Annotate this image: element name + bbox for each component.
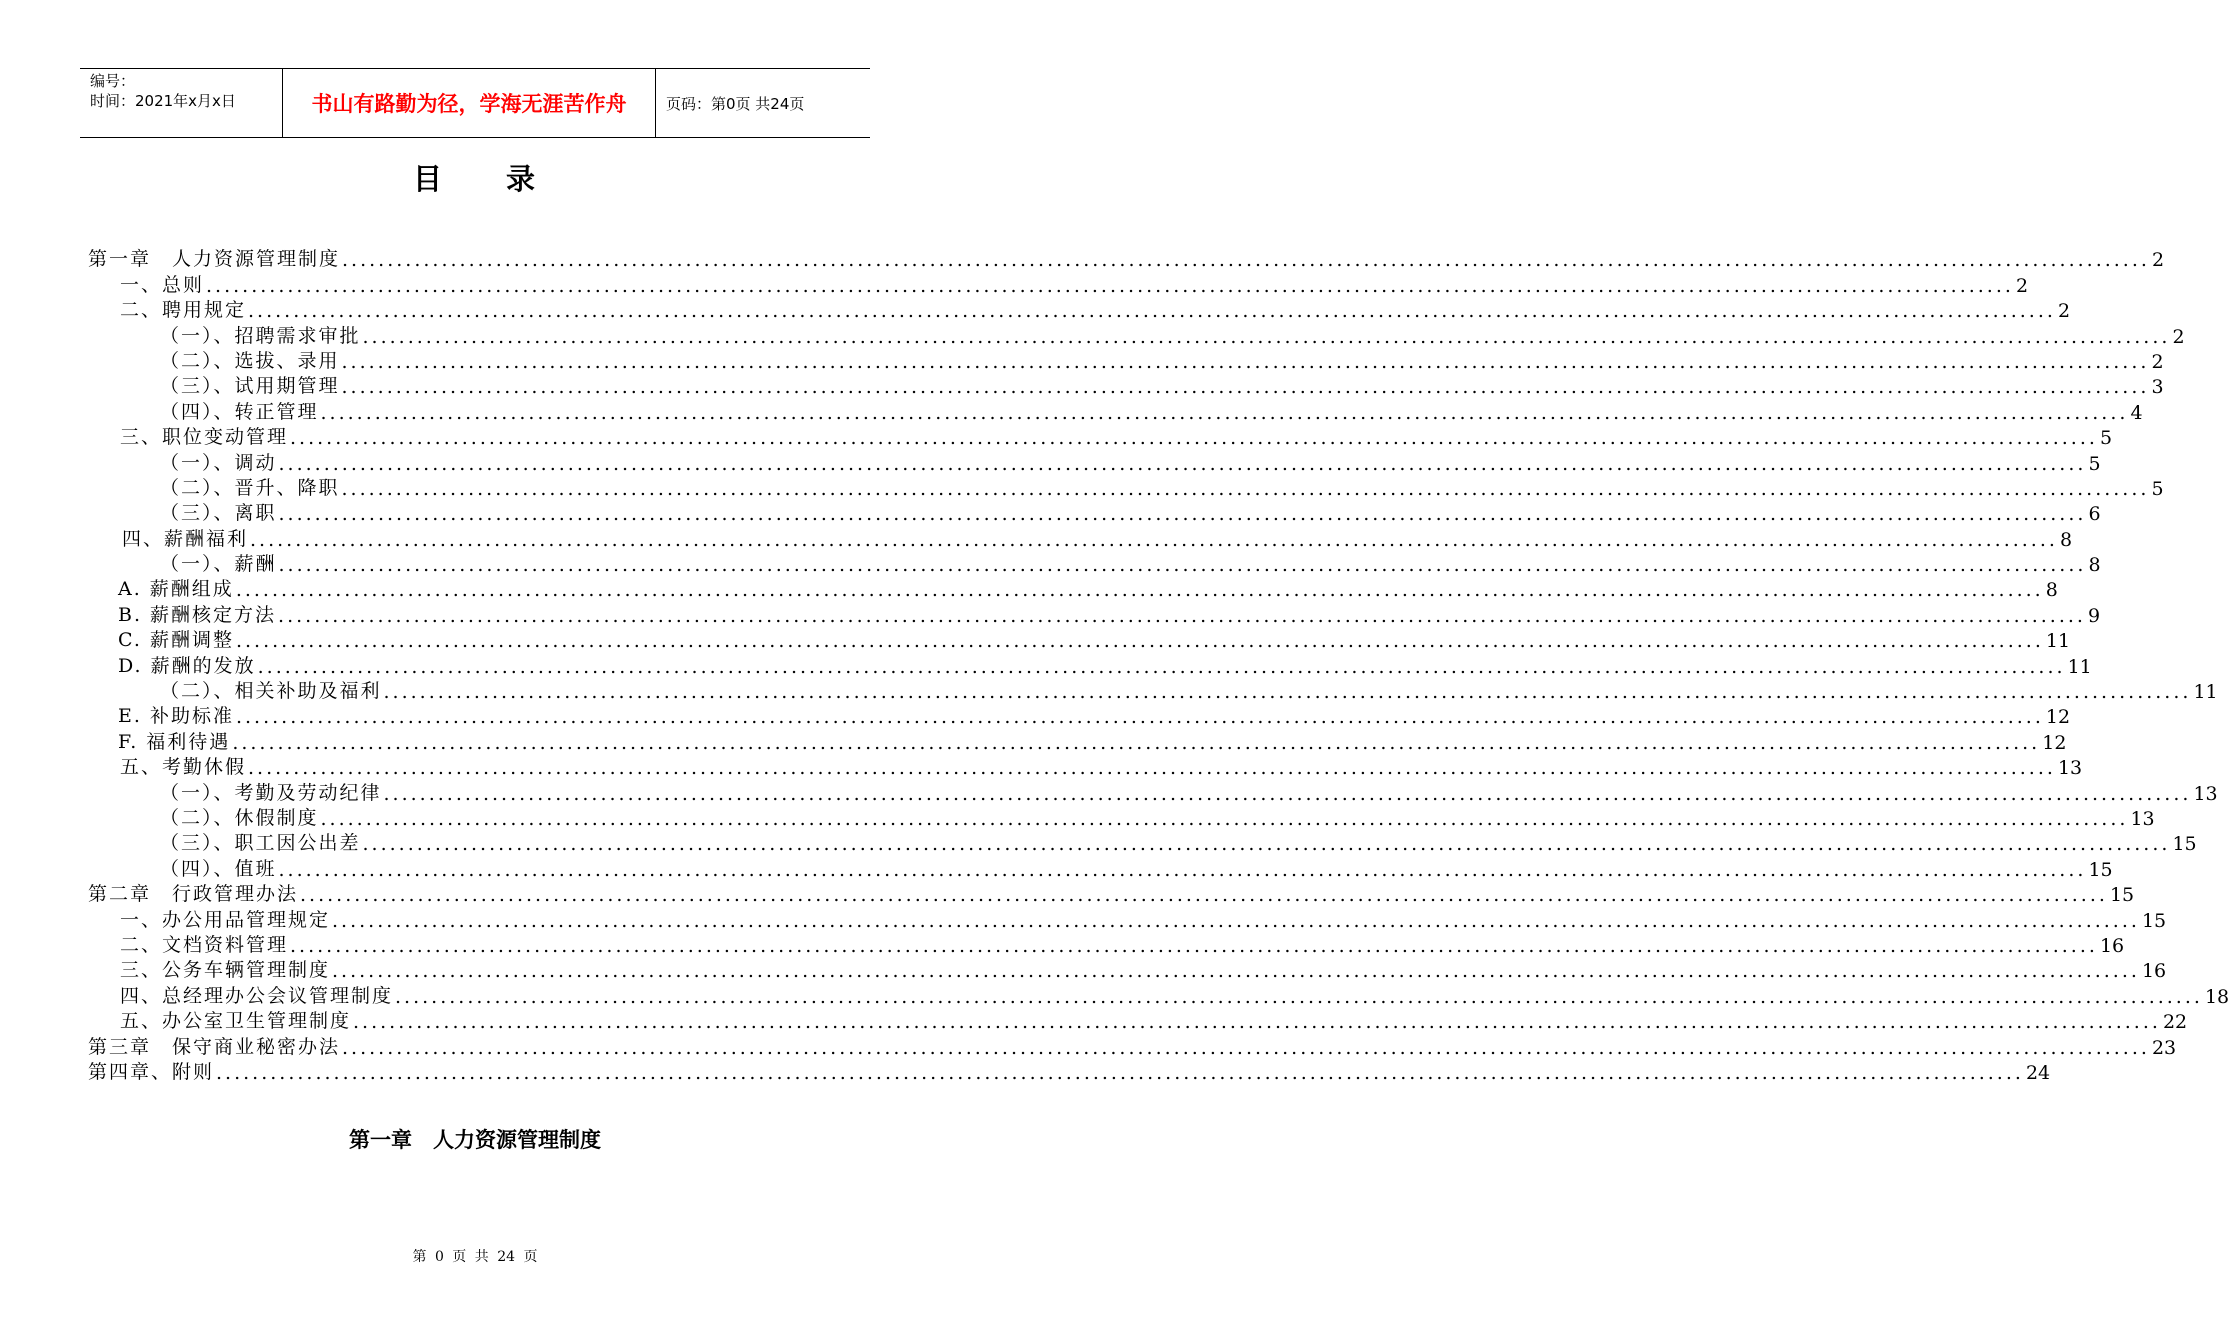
toc-leader-dots: ........................................................................................................................................................................................................ — [362, 325, 2171, 348]
toc-entry[interactable] — [88, 348, 2164, 373]
header-page-info: 页码：第0页 共24页 — [666, 94, 805, 113]
toc-entry-title: 三、职位变动管理 — [120, 426, 289, 449]
toc-entry-page: 13 — [2057, 757, 2083, 780]
toc-leader-dots: ........................................................................................................................................................................................................ — [278, 554, 2087, 577]
toc-entry-page: 13 — [2193, 782, 2218, 805]
toc-leader-dots: ........................................................................................................................................................................................................ — [248, 300, 2056, 323]
toc-leader-dots: ........................................................................................................................................................................................................ — [257, 655, 2066, 678]
toc-entry-title: 五、考勤休假 — [120, 756, 247, 779]
toc-entry[interactable] — [88, 424, 2113, 450]
toc-entry[interactable] — [88, 881, 2135, 907]
toc-leader-dots: ........................................................................................................................................................................................................ — [342, 1036, 2150, 1059]
toc-leader-dots: ........................................................................................................................................................................................................ — [395, 985, 2203, 1008]
toc-entry[interactable] — [88, 855, 2113, 881]
toc-entry[interactable] — [88, 932, 2125, 957]
toc-leader-dots: ........................................................................................................................................................................................................ — [341, 477, 2150, 500]
toc-entry[interactable] — [88, 957, 2167, 983]
toc-leader-dots: ........................................................................................................................................................................................................ — [278, 503, 2087, 526]
toc-entry-title: （四）、转正管理 — [160, 400, 319, 423]
toc-entry-page: 2 — [2151, 350, 2164, 373]
toc-entry-title: 一、办公用品管理规定 — [120, 908, 331, 931]
toc-title: 目 录 — [412, 162, 537, 196]
toc-entry[interactable] — [88, 601, 2101, 627]
toc-entry-page: 8 — [2045, 579, 2058, 602]
toc-entry-page: 15 — [2088, 858, 2113, 881]
toc-entry-page: 12 — [2042, 731, 2067, 754]
toc-entry[interactable] — [88, 805, 2155, 830]
toc-entry-page: 2 — [2172, 325, 2185, 348]
number-label: 编号： — [90, 72, 136, 90]
toc-entry-title: 二、聘用规定 — [120, 299, 247, 322]
toc-entry-page: 5 — [2099, 427, 2113, 450]
toc-leader-dots: ........................................................................................................................................................................................................ — [383, 681, 2192, 704]
toc-leader-dots: ........................................................................................................................................................................................................ — [320, 807, 2129, 830]
toc-entry-page: 9 — [2087, 604, 2101, 627]
toc-leader-dots: ........................................................................................................................................................................................................ — [353, 1011, 2161, 1034]
toc-entry-title: 第二章 行政管理办法 — [88, 883, 299, 906]
header-left-cell — [80, 69, 282, 137]
toc-entry-title: （三）、职工因公出差 — [160, 832, 361, 855]
toc-entry-title: （二）、相关补助及福利 — [160, 680, 382, 703]
toc-entry-page: 15 — [2141, 909, 2167, 932]
toc-entry-page: 22 — [2162, 1011, 2188, 1034]
toc-entry-page: 2 — [2057, 300, 2071, 323]
toc-entry[interactable] — [88, 297, 2071, 323]
toc-leader-dots: ........................................................................................................................................................................................................ — [278, 604, 2086, 627]
toc-entry-title: （四）、值班 — [160, 857, 277, 880]
toc-leader-dots: ........................................................................................................................................................................................................ — [290, 427, 2098, 450]
toc-entry[interactable] — [88, 449, 2101, 475]
toc-entry-page: 13 — [2130, 807, 2155, 830]
toc-entry[interactable] — [88, 525, 2073, 551]
toc-entry-title: （三）、试用期管理 — [160, 375, 340, 398]
toc-entry-page: 24 — [2025, 1061, 2051, 1084]
toc-entry-title: 第一章 人力资源管理制度 — [88, 248, 341, 271]
toc-entry[interactable] — [88, 500, 2101, 526]
table-of-contents — [88, 246, 2229, 1084]
toc-leader-dots: ........................................................................................................................................................................................................ — [248, 757, 2056, 780]
toc-leader-dots: ........................................................................................................................................................................................................ — [250, 528, 2058, 551]
toc-entry[interactable] — [88, 830, 2197, 856]
toc-leader-dots: ........................................................................................................................................................................................................ — [341, 376, 2150, 399]
toc-entry-title: 四、薪酬福利 — [122, 527, 249, 550]
toc-entry-page: 6 — [2088, 503, 2101, 526]
toc-entry-title: 第四章、附则 — [88, 1060, 215, 1083]
toc-entry-title: 五、办公室卫生管理制度 — [120, 1010, 352, 1033]
toc-entry-title: （二）、晋升、降职 — [160, 476, 340, 499]
toc-entry-page: 8 — [2088, 554, 2101, 577]
toc-entry[interactable] — [88, 271, 2029, 297]
toc-entry-title: 一、总则 — [120, 273, 205, 296]
toc-entry[interactable] — [88, 652, 2092, 678]
toc-leader-dots: ........................................................................................................................................................................................................ — [235, 630, 2044, 653]
toc-leader-dots: ........................................................................................................................................................................................................ — [332, 909, 2140, 932]
toc-leader-dots: ........................................................................................................................................................................................................ — [320, 401, 2129, 424]
toc-leader-dots: ........................................................................................................................................................................................................ — [278, 452, 2087, 475]
toc-entry-page: 23 — [2151, 1036, 2177, 1059]
page-header — [80, 68, 870, 138]
toc-leader-dots: ........................................................................................................................................................................................................ — [342, 249, 2150, 272]
toc-entry-page: 11 — [2045, 630, 2071, 653]
toc-entry-title: 第三章 保守商业秘密办法 — [88, 1035, 341, 1058]
toc-leader-dots: ........................................................................................................................................................................................................ — [332, 960, 2140, 983]
toc-entry-page: 18 — [2204, 985, 2229, 1008]
toc-entry-page: 3 — [2151, 376, 2164, 399]
toc-entry-title: （二）、休假制度 — [160, 806, 319, 829]
toc-leader-dots: ........................................................................................................................................................................................................ — [235, 579, 2044, 602]
toc-entry[interactable] — [88, 754, 2083, 780]
toc-entry-title: （二）、选拔、录用 — [160, 349, 340, 372]
toc-entry-page: 15 — [2109, 884, 2135, 907]
toc-entry[interactable] — [88, 246, 2165, 272]
toc-entry[interactable] — [88, 398, 2143, 424]
toc-entry[interactable] — [88, 475, 2164, 500]
toc-leader-dots: ........................................................................................................................................................................................................ — [341, 350, 2150, 373]
toc-entry-page: 12 — [2045, 706, 2071, 729]
toc-entry-page: 16 — [2099, 934, 2125, 957]
toc-entry[interactable] — [88, 1033, 2177, 1059]
toc-entry-page: 11 — [2067, 655, 2092, 678]
toc-entry-title: C. 薪酬调整 — [118, 629, 234, 652]
toc-leader-dots: ........................................................................................................................................................................................................ — [206, 274, 2014, 297]
toc-leader-dots: ........................................................................................................................................................................................................ — [278, 858, 2087, 881]
toc-entry[interactable] — [88, 551, 2101, 577]
toc-leader-dots: ........................................................................................................................................................................................................ — [383, 782, 2192, 805]
toc-entry[interactable] — [88, 703, 2071, 729]
toc-entry[interactable] — [88, 728, 2067, 754]
toc-entry-title: A. 薪酬组成 — [118, 578, 234, 601]
toc-entry-page: 11 — [2193, 681, 2218, 704]
toc-entry[interactable] — [88, 779, 2218, 805]
toc-entry-page: 8 — [2059, 528, 2073, 551]
toc-entry[interactable] — [88, 982, 2229, 1008]
toc-entry-page: 15 — [2172, 833, 2197, 856]
toc-entry-title: B. 薪酬核定方法 — [118, 603, 277, 626]
toc-entry-title: （三）、离职 — [160, 502, 277, 525]
toc-entry-title: 四、总经理办公会议管理制度 — [120, 984, 394, 1007]
toc-leader-dots: ........................................................................................................................................................................................................ — [216, 1061, 2024, 1084]
chapter-heading: 第一章 人力资源管理制度 — [349, 1128, 601, 1152]
toc-entry-page: 4 — [2130, 401, 2143, 424]
toc-entry[interactable] — [88, 906, 2167, 932]
toc-entry[interactable] — [88, 1059, 2051, 1084]
toc-entry-title: D. 薪酬的发放 — [118, 654, 256, 677]
toc-leader-dots: ........................................................................................................................................................................................................ — [362, 833, 2171, 856]
toc-entry-title: （一）、调动 — [160, 451, 277, 474]
toc-entry-title: （一）、招聘需求审批 — [160, 324, 361, 347]
toc-entry-page: 2 — [2151, 249, 2165, 272]
toc-entry[interactable] — [88, 1008, 2188, 1034]
toc-entry-title: （一）、考勤及劳动纪律 — [160, 781, 382, 804]
toc-entry[interactable] — [88, 373, 2164, 399]
toc-entry-title: 三、公务车辆管理制度 — [120, 959, 331, 982]
toc-leader-dots: ........................................................................................................................................................................................................ — [232, 731, 2041, 754]
toc-entry-page: 5 — [2151, 477, 2164, 500]
header-page-cell — [656, 69, 870, 137]
toc-leader-dots: ........................................................................................................................................................................................................ — [235, 706, 2044, 729]
toc-entry[interactable] — [88, 322, 2185, 348]
toc-leader-dots: ........................................................................................................................................................................................................ — [290, 934, 2098, 957]
toc-entry-page: 5 — [2088, 452, 2101, 475]
toc-entry[interactable] — [88, 678, 2218, 704]
page-footer: 第 0 页 共 24 页 — [412, 1249, 538, 1265]
toc-entry-page: 16 — [2141, 960, 2167, 983]
toc-leader-dots: ........................................................................................................................................................................................................ — [300, 884, 2108, 907]
toc-entry-title: F. 福利待遇 — [118, 730, 231, 753]
toc-entry[interactable] — [88, 576, 2058, 602]
toc-entry-title: 二、文档资料管理 — [120, 933, 289, 956]
header-motto-cell — [282, 69, 656, 137]
toc-entry-page: 2 — [2015, 274, 2029, 297]
header-motto: 书山有路勤为径，学海无涯苦作舟 — [311, 92, 627, 116]
toc-entry-title: E. 补助标准 — [118, 705, 234, 728]
toc-entry-title: （一）、薪酬 — [160, 553, 277, 576]
time-label: 时间：2021年x月x日 — [90, 92, 236, 110]
toc-entry[interactable] — [88, 627, 2071, 653]
